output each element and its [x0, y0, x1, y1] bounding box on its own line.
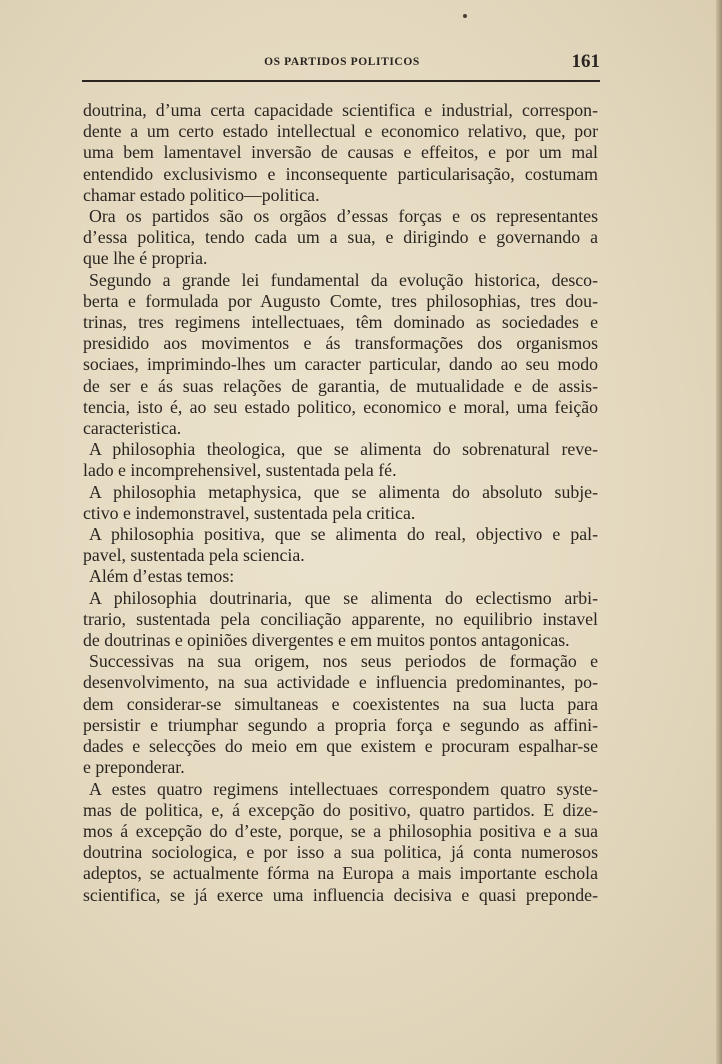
text-line: trinas, tres regimens intellectuaes, têm dominado as sociedades e	[83, 312, 598, 333]
text-line: A philosophia positiva, que se alimenta do real, objectivo e pal-	[89, 524, 598, 545]
text-line: uma bem lamentavel inversão de causas e effeitos, e por um mal	[83, 142, 598, 163]
text-line: ctivo e indemonstravel, sustentada pela critica.	[83, 502, 416, 523]
text-line: desenvolvimento, na sua actividade e influencia predominantes, po-	[83, 672, 598, 693]
ink-speck	[463, 14, 467, 18]
text-line: de doutrinas e opiniões divergentes e em muitos pontos antagonicas.	[83, 630, 570, 651]
text-line: lado e incomprehensivel, sustentada pela fé.	[83, 460, 397, 481]
text-line: de ser e ás suas relações de garantia, de mutualidade e de assis-	[83, 375, 598, 396]
text-line: A philosophia metaphysica, que se alimenta do absoluto subje-	[89, 481, 598, 502]
text-line: Além d’estas temos:	[89, 566, 235, 587]
text-line: que lhe é propria.	[83, 248, 208, 269]
text-line: chamar estado politico—politica.	[83, 184, 320, 205]
text-line: doutrina sociologica, e por isso a sua politica, já conta numerosos	[83, 842, 598, 863]
text-line: dades e selecções do meio em que existem e procuram espalhar-se	[83, 736, 598, 757]
text-line: doutrina, d’uma certa capacidade scientifica e industrial, correspon-	[83, 100, 598, 120]
text-line: Ora os partidos são os orgãos d’essas forças e os representantes	[89, 206, 598, 227]
text-line: scientifica, se já exerce uma influencia decisiva e quasi preponde-	[83, 884, 598, 905]
page-number: 161	[571, 51, 600, 72]
text-line: pavel, sustentada pela sciencia.	[83, 545, 305, 566]
text-line: mos á excepção do d’este, porque, se a philosophia positiva e a sua	[83, 820, 598, 841]
text-line: dente a um certo estado intellectual e economico relativo, que, por	[83, 121, 598, 142]
header-rule	[82, 80, 600, 82]
text-line: dem considerar-se simultaneas e coexistentes na sua lucta para	[83, 693, 598, 714]
text-line: persistir e triumphar segundo a propria força e segundo as affini-	[83, 714, 598, 735]
text-line: A philosophia doutrinaria, que se alimenta do eclectismo arbi-	[89, 587, 598, 608]
text-line: A estes quatro regimens intellectuaes correspondem quatro syste-	[89, 778, 598, 799]
text-line: berta e formulada por Augusto Comte, tres philosophias, tres dou-	[83, 290, 598, 311]
text-line: sociaes, imprimindo-lhes um caracter particular, dando ao seu modo	[83, 354, 598, 375]
text-line: caracteristica.	[83, 418, 182, 439]
text-line: d’essa politica, tendo cada um a sua, e dirigindo e governando a	[83, 227, 598, 248]
text-line: trario, sustentada pela conciliação apparente, no equilibrio instavel	[83, 608, 598, 629]
running-title: OS PARTIDOS POLITICOS	[264, 56, 420, 68]
page-edge	[716, 0, 722, 1064]
text-line: adeptos, se actualmente fórma na Europa a mais importante eschola	[83, 863, 598, 884]
body-text	[83, 100, 598, 906]
text-line: A philosophia theologica, que se alimenta do sobrenatural reve-	[89, 439, 598, 460]
text-line: presidido aos movimentos e ás transformações dos organismos	[83, 333, 598, 354]
text-line: entendido exclusivismo e inconsequente particularisação, costumam	[83, 163, 598, 184]
text-line: e preponderar.	[83, 757, 185, 778]
page-header	[82, 50, 602, 76]
text-line: tencia, isto é, ao seu estado politico, economico e moral, uma feição	[83, 396, 598, 417]
text-line: mas de politica, e, á excepção do positivo, quatro partidos. E dize-	[83, 799, 598, 820]
text-line: Successivas na sua origem, nos seus periodos de formação e	[89, 651, 598, 672]
text-line: Segundo a grande lei fundamental da evolução historica, desco-	[89, 269, 598, 290]
